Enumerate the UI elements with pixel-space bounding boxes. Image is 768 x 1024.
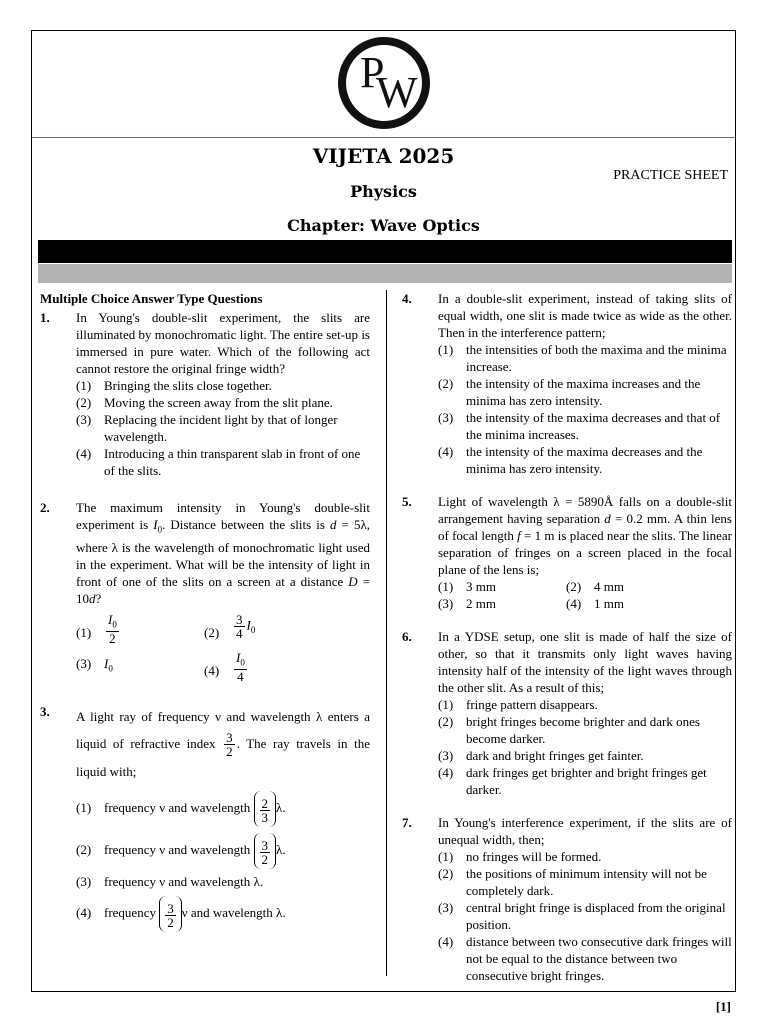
paren-fraction [254,791,277,827]
option-number: (4) [566,596,582,611]
options-grid [76,613,370,689]
frac-num: I [236,649,241,665]
subscript: 0 [108,663,113,674]
option [438,764,732,798]
fraction [106,613,119,646]
var-d: d [330,517,337,532]
option-text: frequency ν and wavelength [104,842,254,858]
pw-logo [338,37,430,129]
var-d: d [604,511,611,526]
text-part: A light ray of frequency ν and wavelength λ enters a liquid of refractive index [76,708,370,751]
question-number: 3. [40,703,50,719]
option-number: (3) [438,596,454,611]
text-part: = 5λ, where λ is the wavelength of monochromatic light used in the experiment. What will be the intensity of light in front of one of the slits on a screen at a distance [76,517,370,589]
question-text: In Young's interference experiment, if the slits are of unequal width, then; [438,815,732,847]
option-number: (1) [76,378,92,393]
text-part: ? [95,590,102,606]
option-text: Replacing the incident light by that of longer wavelength. [104,412,338,444]
option-number: (4) [438,934,454,949]
pw-logo-w: W [376,68,418,117]
question-4 [402,290,732,477]
question-1 [40,309,370,479]
option-number: (1) [76,624,92,640]
text-part: . The ray travels in the liquid with; [76,735,370,780]
var-i: I [104,655,109,671]
option [204,651,370,689]
option [438,933,732,984]
option [566,595,732,612]
option-text: frequency ν and wavelength λ. [104,874,264,890]
option [566,578,732,595]
frac-num: 3 [167,900,174,916]
option-number: (2) [438,376,454,391]
option-text: frequency ν and wavelength [104,800,254,816]
option-number: (3) [76,874,92,890]
text-part: = 1 m is placed near the slits. The linear separation of fringes on a screen placed in the focal plane of the lens is; [438,528,733,577]
frac-den: 2 [261,851,269,867]
option [438,848,732,865]
option-number: (4) [438,765,454,780]
options-grid [438,578,732,612]
right-column [402,290,732,984]
option-number: (2) [76,395,92,410]
option [438,595,566,612]
section-title: Multiple Choice Answer Type Questions [40,291,263,306]
question-2 [40,499,370,689]
var-i: I [153,517,158,532]
frac-den: 2 [226,744,233,760]
option-text: distance between two consecutive dark fringes will not be equal to the distance between two consecutive bright fringes. [466,934,732,983]
question-text [438,493,732,578]
option-text: ν and wavelength λ. [181,905,286,921]
option [76,833,370,867]
option [438,696,732,713]
text-part: Light of wavelength λ = 5890Å falls on a double-slit arrangement having separation [438,494,732,526]
option-number: (3) [76,412,92,427]
subscript: 0 [112,619,117,630]
black-banner [38,240,732,263]
option-number: (4) [76,905,92,921]
frac-den: 4 [236,625,243,641]
frac-num: 3 [261,837,269,853]
column-divider [386,290,387,976]
option-text: the intensity of the maxima decreases and that of the minima increases. [466,410,721,442]
question-text: In Young's double-slit experiment, the slits are illuminated by monochromatic light. The entire set-up is immersed in pure water. Which of the following act cannot restore the original fringe width? [76,310,370,376]
paren-fraction [159,896,182,932]
fraction [224,731,235,758]
question-7 [402,814,732,984]
option-text: frequency [104,905,160,921]
option-number: (4) [438,444,454,459]
subject-title: Physics [350,182,417,201]
option-text: bright fringes become brighter and dark ones become darker. [466,714,700,746]
option [438,443,732,477]
option-text: Introducing a thin transparent slab in front of one of the slits. [104,446,361,478]
subscript: 0 [250,624,256,635]
option-text: no fringes will be formed. [466,849,602,864]
pw-logo-p: P [360,48,385,97]
question-number: 2. [40,500,50,515]
option [76,445,370,479]
paren-fraction [254,833,277,869]
option-text: 3 mm [466,579,496,594]
option-number: (2) [204,624,220,640]
option-text: Bringing the slits close together. [104,378,272,393]
option [76,377,370,394]
question-5 [402,493,732,612]
fraction [234,651,247,684]
option-number: (1) [438,849,454,864]
option-text: the intensity of the maxima decreases and the minima has zero intensity. [466,444,703,476]
text-part: = 0.2 mm. A thin lens of focal length [438,511,732,543]
option [76,896,370,930]
option-number: (3) [438,410,454,425]
option [438,341,732,375]
option-text: the intensity of the maxima increases and the minima has zero intensity. [466,376,701,408]
frac-num: 3 [226,730,233,746]
option-text: central bright fringe is displaced from the original position. [466,900,726,932]
option-text: 1 mm [594,596,624,611]
pw-logo-inner [346,45,422,121]
question-number: 1. [40,310,50,325]
question-text: In a double-slit experiment, instead of taking slits of equal width, one slit is made twice as wide as the other. Then in the interference pattern; [438,291,732,340]
option-number: (4) [76,446,92,461]
option [438,578,566,595]
text-part: . Distance between the slits is [162,517,330,532]
option [438,865,732,899]
option-text: λ. [276,800,286,816]
option-number: (2) [438,714,454,729]
option [438,409,732,443]
left-column [40,290,370,930]
option-number: (1) [438,697,454,712]
question-number: 4. [402,291,412,306]
option-number: (3) [76,655,92,671]
option-number: (2) [76,842,92,858]
frac-num: 2 [261,795,269,811]
option [438,713,732,747]
sheet-title: VIJETA 2025 [312,144,455,168]
option-text: 4 mm [594,579,624,594]
var-i: I [246,617,251,633]
frac-den: 3 [261,809,269,825]
option-text: the positions of minimum intensity will not be completely dark. [466,866,707,898]
question-number: 6. [402,629,412,644]
frac-den: 2 [167,914,174,930]
option [76,394,370,411]
option-text: Moving the screen away from the slit plane. [104,395,333,410]
option-number: (1) [438,579,454,594]
fraction [234,613,245,640]
option [438,747,732,764]
option [76,873,370,890]
option [76,655,204,685]
frac-den: 2 [109,631,116,647]
option-number: (3) [438,900,454,915]
option-number: (1) [438,342,454,357]
chapter-title: Chapter: Wave Optics [287,216,480,235]
frac-num: 3 [236,611,243,627]
question-6 [402,628,732,798]
var-f: f [517,528,521,543]
option [76,411,370,445]
question-text [76,499,370,607]
option-text: dark fringes get brighter and bright fringes get darker. [466,765,707,797]
practice-sheet-label: PRACTICE SHEET [613,168,728,183]
option-text: dark and bright fringes get fainter. [466,748,644,763]
option [204,613,370,651]
option-number: (2) [438,866,454,881]
text-part: The maximum intensity in Young's double-slit experiment is [76,500,370,532]
option [76,613,204,651]
question-3 [40,703,370,931]
option-text: fringe pattern disappears. [466,697,598,712]
subscript: 0 [157,524,163,535]
subscript: 0 [240,657,245,668]
page-number: [1] [715,999,731,1014]
gray-banner [38,264,732,283]
option [438,899,732,933]
option-number: (2) [566,579,582,594]
frac-num: I [108,611,113,627]
option-number: (1) [76,800,92,816]
text-part: = 10 [76,573,370,606]
option-number: (3) [438,748,454,763]
question-text [76,703,370,786]
var-D: D [348,573,358,589]
header-divider [32,137,735,138]
question-number: 5. [402,494,412,509]
option [76,791,370,825]
frac-den: 4 [237,669,244,685]
option-text: λ. [276,842,286,858]
option-text: the intensities of both the maxima and the minima increase. [466,342,727,374]
option [438,375,732,409]
question-text: In a YDSE setup, one slit is made of half the size of other, so that it transmits only light waves having intensity half of the intensity of the light waves through the other slit. As a result of this; [438,629,732,695]
var-d: d [89,590,96,606]
option-number: (4) [204,662,220,678]
question-number: 7. [402,815,412,830]
option-text: 2 mm [466,596,496,611]
